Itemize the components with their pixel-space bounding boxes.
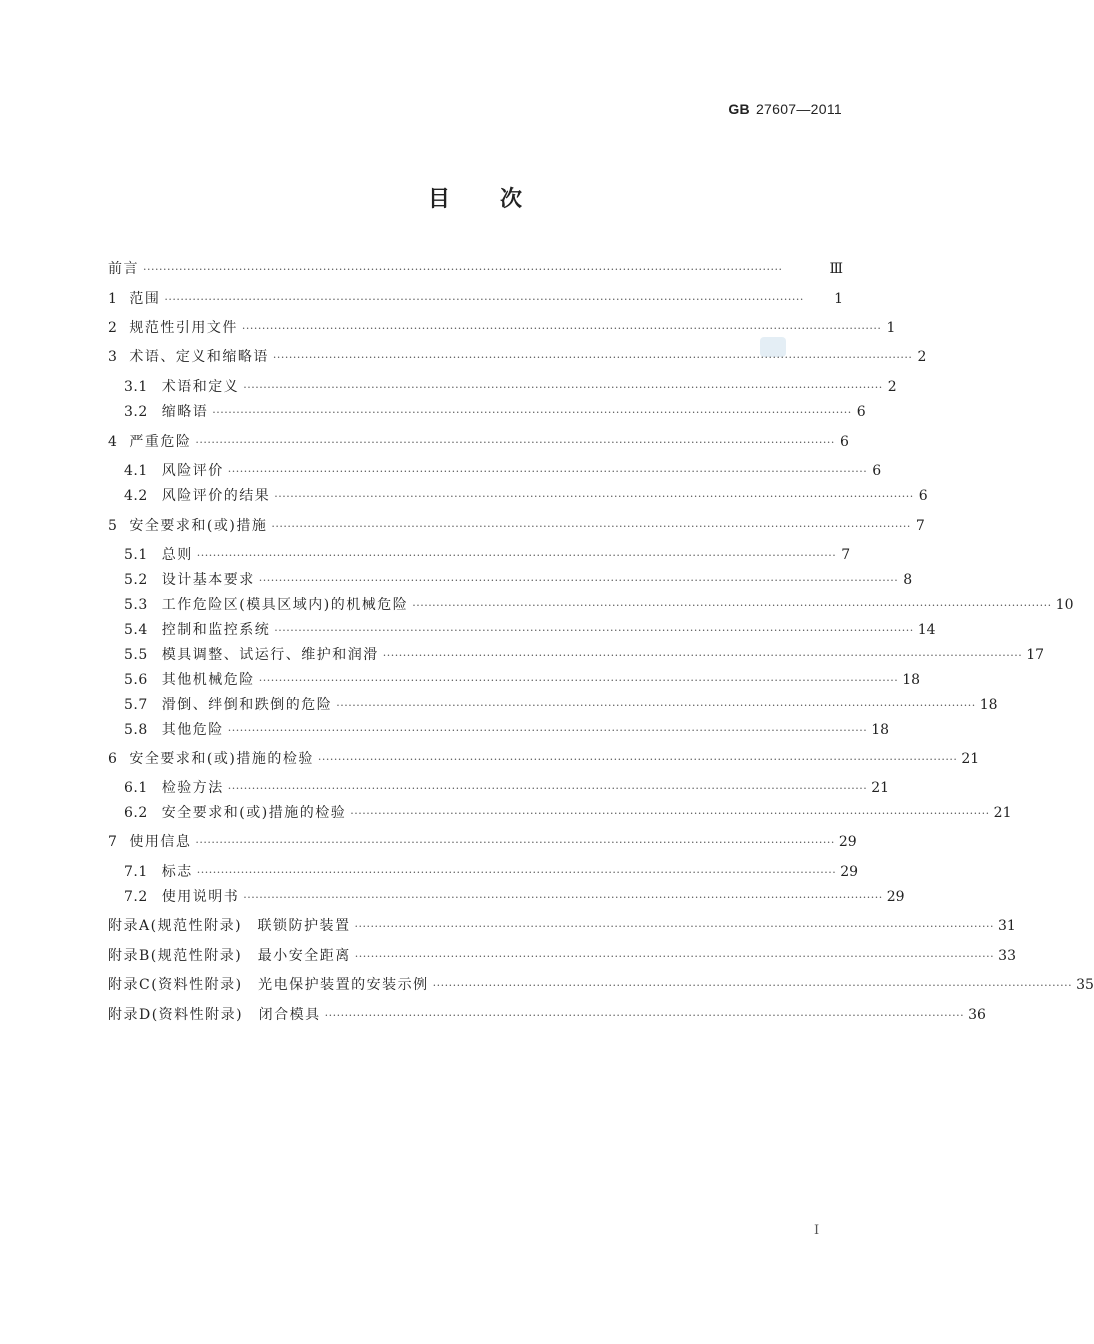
toc-entry-title: 总则	[161, 547, 193, 563]
toc-section-number: 5.1	[124, 547, 148, 563]
toc-entry-5-2[interactable]	[124, 569, 913, 591]
toc-section-number: 3	[108, 349, 118, 365]
toc-dot-leader: ································································································································································	[258, 574, 899, 587]
toc-entry-title: 附录A(规范性附录) 联锁防护装置	[108, 918, 351, 934]
toc-section-number: 4	[108, 434, 118, 450]
toc-dot-leader: ································································································································································	[354, 950, 995, 963]
toc-entry-annex-c[interactable]	[108, 974, 1094, 996]
toc-page-number: 10	[1055, 597, 1074, 613]
toc-entry-title: 检验方法	[161, 780, 224, 796]
toc-entry-title: 风险评价的结果	[161, 488, 271, 504]
toc-entry-7-1[interactable]	[124, 861, 859, 883]
page-title	[0, 182, 950, 213]
toc-entry-6[interactable]	[108, 748, 980, 770]
toc-dot-leader: ································································································································································	[432, 979, 1073, 992]
toc-entry-5-8[interactable]	[124, 719, 890, 741]
toc-section-number: 5.7	[124, 697, 148, 713]
toc-entry-title: 标志	[161, 864, 193, 880]
toc-page-number: 6	[918, 488, 928, 504]
toc-section-number: 5.2	[124, 572, 148, 588]
page-number: I	[814, 1223, 820, 1238]
toc-dot-leader: ································································································································································	[412, 599, 1052, 612]
toc-entry-title: 其他机械危险	[161, 672, 255, 688]
toc-entry-title: 使用信息	[129, 834, 192, 850]
title-char-2: 次	[500, 187, 523, 212]
toc-dot-leader: ································································································································································	[196, 866, 837, 879]
toc-page-number: 29	[840, 864, 859, 880]
toc-entry-title: 安全要求和(或)措施	[129, 518, 268, 534]
toc-dot-leader: ································································································································································	[164, 293, 804, 306]
toc-section-number: 6	[108, 751, 118, 767]
toc-dot-leader: ································································································································································	[241, 322, 882, 335]
toc-section-number: 3.2	[124, 404, 148, 420]
toc-entry-7-2[interactable]	[124, 886, 905, 908]
toc-entry-title: 严重危险	[129, 434, 192, 450]
title-char-1: 目	[427, 187, 450, 212]
toc-entry-5-1[interactable]	[124, 544, 851, 566]
toc-entry-title: 附录B(规范性附录) 最小安全距离	[108, 948, 351, 964]
toc-page-number: 33	[998, 948, 1016, 964]
toc-page-number: 35	[1076, 977, 1094, 993]
toc-entry-5-6[interactable]	[124, 669, 921, 691]
toc-dot-leader: ································································································································································	[274, 624, 914, 637]
toc-dot-leader: ································································································································································	[195, 836, 835, 849]
toc-dot-leader: ································································································································································	[196, 549, 837, 562]
toc-section-number: 5.8	[124, 722, 148, 738]
toc-dot-leader: ································································································································································	[227, 782, 868, 795]
toc-page-number: 6	[856, 404, 866, 420]
toc-entry-title: 附录C(资料性附录) 光电保护装置的安装示例	[108, 977, 429, 993]
toc-page-number: 14	[917, 622, 936, 638]
toc-entry-title: 设计基本要求	[161, 572, 255, 588]
toc-page-number: 31	[998, 918, 1016, 934]
toc-section-number: 5.5	[124, 647, 148, 663]
toc-entry-3-2[interactable]	[124, 401, 866, 423]
toc-entry-title: 其他危险	[161, 722, 224, 738]
toc-entry-5-3[interactable]	[124, 594, 1074, 616]
toc-section-number: 6.2	[124, 805, 148, 821]
toc-entry-annex-d[interactable]	[108, 1004, 986, 1026]
toc-entry-6-2[interactable]	[124, 802, 1012, 824]
toc-entry-4[interactable]	[108, 431, 849, 453]
toc-entry-4-1[interactable]	[124, 460, 882, 482]
toc-entry-title: 附录D(资料性附录) 闭合模具	[108, 1007, 321, 1023]
toc-entry-title: 使用说明书	[161, 889, 240, 905]
toc-section-number: 6.1	[124, 780, 148, 796]
toc-page-number: 1	[834, 291, 843, 307]
toc-section-number: 1	[108, 291, 118, 307]
toc-entry-3-1[interactable]	[124, 376, 897, 398]
toc-entry-5-7[interactable]	[124, 694, 998, 716]
toc-page-number: 36	[968, 1007, 986, 1023]
toc-entry-5[interactable]	[108, 515, 925, 537]
toc-entry-title: 术语和定义	[161, 379, 240, 395]
toc-entry-title: 安全要求和(或)措施的检验	[129, 751, 314, 767]
toc-page-number: 29	[838, 834, 857, 850]
standard-code	[728, 101, 842, 117]
toc-entry-title: 缩略语	[161, 404, 209, 420]
toc-section-number: 5.3	[124, 597, 148, 613]
toc-section-number: 2	[108, 320, 118, 336]
toc-dot-leader: ································································································································································	[354, 920, 994, 933]
toc-dot-leader: ································································································································································	[317, 753, 958, 766]
toc-dot-leader: ································································································································································	[324, 1009, 965, 1022]
toc-entry-title: 术语、定义和缩略语	[129, 349, 269, 365]
toc-section-number: 3.1	[124, 379, 148, 395]
toc-section-number: 5.6	[124, 672, 148, 688]
toc-page-number: 29	[886, 889, 905, 905]
toc-page-number: 2	[887, 379, 897, 395]
standard-prefix: GB	[728, 101, 750, 117]
toc-dot-leader: ································································································································································	[227, 724, 868, 737]
toc-entry-preface[interactable]	[108, 258, 843, 280]
toc-dot-leader: ································································································································································	[382, 649, 1023, 662]
toc-dot-leader: ································································································································································	[243, 891, 883, 904]
toc-entry-annex-b[interactable]	[108, 945, 1016, 967]
toc-page-number: 18	[871, 722, 890, 738]
toc-entry-3[interactable]	[108, 346, 927, 368]
toc-dot-leader: ································································································································································	[272, 351, 913, 364]
toc-dot-leader: ································································································································································	[336, 699, 976, 712]
toc-section-number: 7.1	[124, 864, 148, 880]
toc-entry-title: 安全要求和(或)措施的检验	[161, 805, 347, 821]
toc-dot-leader: ································································································································································	[274, 490, 914, 503]
toc-dot-leader: ································································································································································	[258, 674, 899, 687]
toc-entry-1[interactable]	[108, 288, 843, 310]
toc-dot-leader: ································································································································································	[271, 520, 911, 533]
toc-page-number: 18	[979, 697, 998, 713]
toc-dot-leader: ································································································································································	[195, 436, 835, 449]
toc-page-number: 7	[915, 518, 925, 534]
toc-entry-title: 控制和监控系统	[161, 622, 271, 638]
toc-section-number: 4.1	[124, 463, 148, 479]
toc-page-number: 7	[841, 547, 851, 563]
toc-entry-title: 规范性引用文件	[129, 320, 238, 336]
toc-entry-title: 前言	[108, 261, 139, 277]
toc-page-number: 1	[886, 320, 896, 336]
toc-page-number: 8	[903, 572, 913, 588]
toc-section-number: 5.4	[124, 622, 148, 638]
toc-dot-leader: ································································································································································	[143, 263, 783, 276]
toc-entry-title: 范围	[129, 291, 161, 307]
toc-entry-5-4[interactable]	[124, 619, 936, 641]
toc-section-number: 7	[108, 834, 118, 850]
toc-page-number: 17	[1026, 647, 1045, 663]
toc-page-number: 6	[872, 463, 882, 479]
toc-entry-title: 风险评价	[161, 463, 224, 479]
toc-section-number: 7.2	[124, 889, 148, 905]
toc-entry-title: 滑倒、绊倒和跌倒的危险	[161, 697, 333, 713]
toc-entry-2[interactable]	[108, 317, 896, 339]
toc-dot-leader: ································································································································································	[350, 807, 990, 820]
toc-entry-4-2[interactable]	[124, 485, 928, 507]
toc-page-number: 21	[871, 780, 890, 796]
toc-dot-leader: ································································································································································	[212, 406, 852, 419]
standard-number: 27607—2011	[755, 101, 842, 117]
toc-entry-5-5[interactable]	[124, 644, 1045, 666]
toc-dot-leader: ································································································································································	[243, 381, 883, 394]
toc-section-number: 4.2	[124, 488, 148, 504]
toc-entry-annex-a[interactable]	[108, 915, 1016, 937]
toc-page-number: 6	[839, 434, 849, 450]
toc-page-number: 2	[917, 349, 927, 365]
toc-dot-leader: ································································································································································	[227, 465, 868, 478]
toc-page-number: Ⅲ	[829, 261, 843, 277]
toc-page-number: 21	[993, 805, 1012, 821]
toc-page-number: 21	[961, 751, 980, 767]
toc-entry-title: 模具调整、试运行、维护和润滑	[161, 647, 379, 663]
toc-page-number: 18	[902, 672, 921, 688]
toc-entry-6-1[interactable]	[124, 777, 890, 799]
toc-entry-title: 工作危险区(模具区域内)的机械危险	[161, 597, 409, 613]
toc-section-number: 5	[108, 518, 118, 534]
toc-entry-7[interactable]	[108, 831, 857, 853]
